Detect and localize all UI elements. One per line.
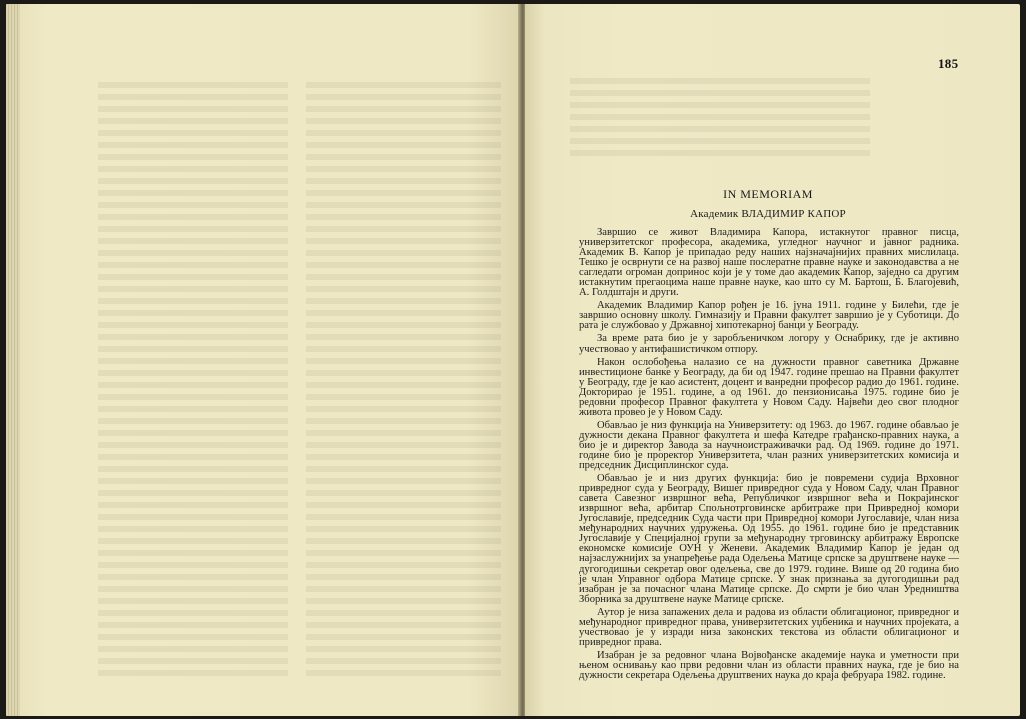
right-page-bleed-through — [570, 78, 870, 158]
body-paragraph: Завршио се живот Владимира Капора, истакнутог правног писца, универзитетског професора, академика, угледног научног и јавног радника. Академик В. Капор је припадао реду наших најзначајнијих правних мислилаца. Тешко је осврнути се на развој наше послератне правне науке и законодавства а не сагледати огроман допринос који је у томе дао академик Капор, заједно са другим истакнутим прегаоцима наше правне науке, као што су М. Бартош, Б. Благојевић, А. Голдштајн и други. — [579, 227, 959, 299]
page-stack-edge — [6, 4, 20, 716]
article-body — [579, 228, 959, 684]
body-paragraph: Након ослобођења налазио се на дужности правног саветника Државне инвестиционе банке у Београду, да би од 1947. године прешао на Правни факултет у Београду, где је као асистент, доцент и ванредни професор радио до 1961. године. Докторирао је 1951. године, а од 1961. до пензионисања 1975. године био је редовни професор Правног факултета у Новом Саду. Највећи део свог плодног живота провео је у Новом Саду. — [579, 356, 959, 418]
body-paragraph: За време рата био је у заробљеничком логору у Оснабрику, где је активно учествовао у антифашистичком отпору. — [579, 333, 959, 355]
body-paragraph: Обављао је и низ других функција: био је повремени судија Врховног привредног суда у Београду, Вишег привредног суда у Новом Саду, члан Правног савета Савезног извршног већа, Републичког извршног већа и Покрајинског извршног већа, арбитар Спољнотрговинске арбитраже при Привредној комори Југославије, председник Суда части при Привредној комори Југославије, члан низа међународних научних удружења. Од 1955. до 1961. године био је представник Југославије у Специјалној групи за међународну трговинску арбитражу Европске економске комисије ОУН у Женеви. Академик Владимир Капор је један од најзаслужнијих за унапређење рада Одељења Матице српске за друштвене науке — дугогодишњи секретар овог одељења, све до 1979. године. Више од 20 година био је члан Управног одбора Матице српске. У знак признања за дугогодишњи рад изабран је за почасног члана Матице српске. До смрти је био члан Уредништва Зборника за друштвене науке Матице српске. — [579, 473, 959, 605]
body-paragraph: Обављао је низ функција на Универзитету: од 1963. до 1967. године обављао је дужности декана Правног факултета и шефа Катедре грађанско-правних наука, а био је и директор Завода за научноистраживачки рад. Од 1969. године до 1971. године био је проректор Универзитета, члан разних универзитетских комисија и председник Дисциплинског суда. — [579, 419, 959, 472]
page-title: IN MEMORIAM — [723, 187, 813, 201]
left-page-bleed-through — [306, 82, 501, 682]
left-page — [6, 4, 520, 716]
body-paragraph: Академик Владимир Капор рођен је 16. јуна 1911. године у Билећи, где је завршио основну школу. Гимназију и Правни факултет завршио је у Суботици. До рата је службовао у Државној хипотекарној банци у Београду. — [579, 300, 959, 332]
body-paragraph: Изабран је за редовног члана Војвођанске академије наука и уметности при њеном оснивању као први редовни члан из области правних наука, где је био на дужности секретара Одељења друштвених наука до краја фебруара 1982. године. — [579, 649, 959, 681]
page-subtitle: Академик ВЛАДИМИР КАПОР — [690, 208, 846, 220]
page-number: 185 — [938, 56, 959, 71]
left-page-bleed-through — [98, 82, 288, 682]
body-paragraph: Аутор је низа запажених дела и радова из области облигационог, привредног и међународног привредног права, универзитетских уџбеника и научних пројеката, а учествовао је у изради низа законских текстова из области облигационог и привредног права. — [579, 606, 959, 648]
